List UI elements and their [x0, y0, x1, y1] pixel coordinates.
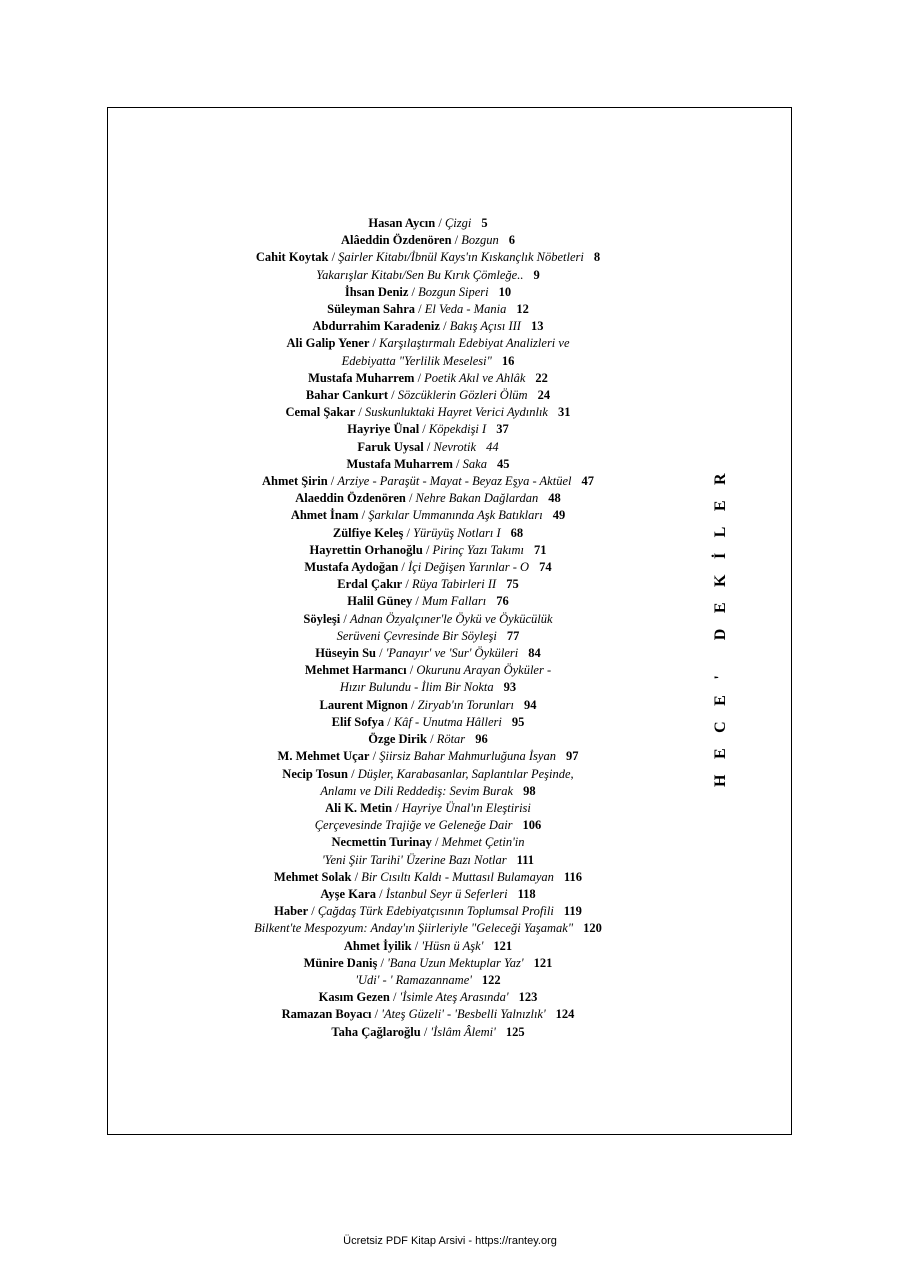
toc-page-number: 106	[522, 818, 542, 833]
toc-page-number: 84	[528, 646, 541, 661]
toc-separator: /	[411, 938, 422, 953]
toc-line	[228, 766, 628, 783]
toc-page-number: 116	[563, 869, 582, 884]
toc-separator: /	[415, 302, 425, 317]
toc-author: Ahmet İyilik	[343, 938, 412, 953]
toc-author: Alaeddin Özdenören	[295, 491, 406, 506]
toc-page-number: 111	[516, 852, 535, 867]
toc-author: Ali K. Metin	[325, 800, 393, 815]
toc-author: Elif Sofya	[331, 714, 385, 729]
toc-page-number: 74	[539, 560, 552, 575]
toc-page-number: 24	[537, 388, 551, 403]
toc-page-number: 120	[583, 921, 602, 936]
toc-separator: /	[376, 646, 386, 661]
toc-author: Necmettin Turinay	[331, 835, 432, 850]
toc-line	[228, 559, 628, 576]
toc-page-number: 9	[533, 267, 540, 282]
toc-title: Yakarışlar Kitabı/Sen Bu Kırık Çömleğe..	[316, 267, 524, 282]
toc-line	[228, 1006, 628, 1023]
toc-title: Bakış Açısı III	[449, 319, 521, 334]
toc-author: Münire Daniş	[303, 955, 378, 970]
toc-separator: /	[426, 732, 437, 747]
toc-page-number: 31	[557, 405, 571, 420]
toc-line	[228, 249, 628, 266]
toc-line	[228, 628, 628, 645]
toc-separator: /	[452, 456, 463, 471]
toc-line	[228, 335, 628, 352]
toc-author: Mustafa Aydoğan	[304, 560, 399, 575]
toc-author: Abdurrahim Karadeniz	[312, 319, 440, 334]
toc-author: Halil Güney	[347, 594, 413, 609]
toc-line	[228, 301, 628, 318]
toc-title: Rüya Tabirleri II	[411, 577, 497, 592]
toc-author: Mehmet Harmancı	[304, 663, 407, 678]
toc-author: Ahmet İnam	[290, 508, 359, 523]
toc-line	[228, 817, 628, 834]
toc-title: Ziryab'ın Torunları	[417, 697, 514, 712]
toc-author: Necip Tosun	[282, 766, 348, 781]
toc-title: Bilkent'te Mespozyum: Anday'ın Şiirleriyle "Geleceği Yaşamak"	[254, 921, 574, 936]
toc-line	[228, 731, 628, 748]
toc-line	[228, 938, 628, 955]
toc-page-number: 45	[496, 456, 510, 471]
toc-separator: /	[369, 749, 380, 764]
toc-separator: /	[420, 1024, 431, 1039]
toc-title: İçi Değişen Yarınlar - O	[408, 560, 530, 575]
toc-author: Kasım Gezen	[318, 990, 390, 1005]
toc-separator: /	[408, 284, 419, 299]
toc-line	[228, 387, 628, 404]
toc-line	[228, 748, 628, 765]
toc-line	[228, 903, 628, 920]
toc-title: Şairler Kitabı/İbnül Kays'ın Kıskançlık Nöbetleri	[338, 250, 584, 265]
toc-author: Mehmet Solak	[274, 869, 352, 884]
section-title-text: HECE' DEKİLER	[712, 457, 729, 787]
toc-page-number: 6	[508, 233, 516, 248]
toc-separator: /	[371, 1007, 382, 1022]
toc-page-number: 71	[534, 542, 547, 557]
toc-title: Anlamı ve Dili Reddediş: Sevim Burak	[320, 783, 514, 798]
toc-line	[228, 645, 628, 662]
toc-author: Zülfiye Keleş	[332, 525, 404, 540]
toc-author: Ayşe Kara	[320, 886, 376, 901]
toc-author: Ramazan Boyacı	[281, 1007, 372, 1022]
toc-separator: /	[439, 319, 450, 334]
toc-author: Özge Dirik	[368, 732, 427, 747]
toc-title: Hızır Bulundu - İlim Bir Nokta	[339, 680, 494, 695]
toc-line	[228, 1024, 628, 1041]
toc-line	[228, 456, 628, 473]
toc-title: 'Udi' - ' Ramazanname'	[355, 972, 472, 987]
toc-page-number: 125	[505, 1024, 525, 1039]
toc-title: Karşılaştırmalı Edebiyat Analizleri ve	[379, 336, 570, 351]
toc-author: Haber	[274, 904, 309, 919]
toc-author: Mustafa Muharrem	[308, 370, 415, 385]
toc-separator: /	[389, 990, 400, 1005]
toc-separator: /	[388, 388, 398, 403]
toc-line	[228, 852, 628, 869]
toc-page-number: 97	[565, 749, 579, 764]
toc-line	[228, 507, 628, 524]
toc-line	[228, 576, 628, 593]
toc-author: Ali Galip Yener	[286, 336, 370, 351]
toc-title: Bir Cısıltı Kaldı - Muttasıl Bulamayan	[361, 869, 554, 884]
toc-page-number: 49	[552, 508, 566, 523]
toc-line	[228, 215, 628, 232]
toc-line	[228, 834, 628, 851]
toc-separator: /	[340, 611, 350, 626]
toc-line	[228, 421, 628, 438]
toc-page-number: 94	[523, 697, 537, 712]
toc-page-number: 119	[563, 904, 582, 919]
toc-title: Çerçevesinde Trajiğe ve Geleneğe Dair	[314, 818, 513, 833]
toc-line	[228, 955, 628, 972]
toc-title: Edebiyatta "Yerlilik Meselesi"	[341, 353, 492, 368]
toc-line	[228, 353, 628, 370]
toc-separator: /	[308, 904, 318, 919]
toc-author: Ahmet Şirin	[262, 474, 328, 489]
footer-source-note: Ücretsiz PDF Kitap Arsivi - https://rantey.org	[343, 1235, 557, 1247]
toc-title: Bozgun Siperi	[418, 284, 489, 299]
toc-page-number: 75	[506, 577, 519, 592]
toc-line	[228, 318, 628, 335]
toc-title: Nehre Bakan Dağlardan	[415, 491, 539, 506]
toc-line	[228, 869, 628, 886]
toc-title: 'Bana Uzun Mektuplar Yaz'	[387, 955, 524, 970]
toc-separator: /	[358, 508, 369, 523]
toc-separator: /	[406, 663, 417, 678]
toc-separator: /	[355, 405, 366, 420]
toc-page-number: 10	[498, 284, 512, 299]
toc-page-number: 22	[535, 370, 548, 385]
toc-line	[228, 611, 628, 628]
toc-page-number: 124	[555, 1007, 575, 1022]
toc-page-number: 16	[501, 353, 515, 368]
table-of-contents	[228, 215, 628, 1041]
toc-page-number: 48	[548, 491, 561, 506]
toc-page-number: 96	[475, 732, 488, 747]
toc-separator: /	[414, 370, 425, 385]
toc-title: El Veda - Mania	[424, 302, 507, 317]
toc-title: Düşler, Karabasanlar, Saplantılar Peşinde,	[357, 766, 574, 781]
toc-author: Hasan Aycın	[368, 216, 436, 230]
toc-title: Bozgun	[461, 233, 499, 248]
toc-line	[228, 490, 628, 507]
toc-separator: /	[435, 216, 445, 230]
toc-page-number: 47	[581, 474, 594, 489]
toc-author: Hayrettin Orhanoğlu	[309, 542, 423, 557]
toc-line	[228, 783, 628, 800]
toc-line	[228, 593, 628, 610]
toc-line	[228, 714, 628, 731]
toc-title: Suskunluktaki Hayret Verici Aydınlık	[365, 405, 548, 420]
toc-title: 'İslâm Âlemi'	[430, 1024, 496, 1039]
toc-title: Mum Falları	[421, 594, 487, 609]
toc-separator: /	[376, 886, 386, 901]
toc-separator: /	[369, 336, 380, 351]
toc-separator: /	[423, 439, 434, 454]
toc-title: Şarkılar Ummanında Aşk Batıkları	[368, 508, 543, 523]
toc-author: Bahar Cankurt	[305, 388, 388, 403]
toc-author: Alâeddin Özdenören	[340, 233, 452, 248]
toc-title: Hayriye Ünal'ın Eleştirisi	[401, 800, 531, 815]
toc-page-number: 12	[516, 302, 529, 317]
toc-author: Taha Çağlaroğlu	[331, 1024, 421, 1039]
toc-line	[228, 473, 628, 490]
toc-line	[228, 989, 628, 1006]
toc-author: Mustafa Muharrem	[346, 456, 453, 471]
toc-author: Laurent Mignon	[319, 697, 408, 712]
toc-title: 'Hüsn ü Aşk'	[421, 938, 484, 953]
toc-line	[228, 284, 628, 301]
toc-line	[228, 920, 628, 937]
toc-title: Mehmet Çetin'in	[441, 835, 525, 850]
toc-title: Adnan Özyalçıner'le Öykü ve Öykücülük	[349, 611, 553, 626]
toc-author: Süleyman Sahra	[327, 302, 416, 317]
toc-line	[228, 800, 628, 817]
section-title-vertical	[712, 457, 729, 787]
toc-title: Sözcüklerin Gözleri Ölüm	[397, 388, 528, 403]
toc-author: Erdal Çakır	[337, 577, 403, 592]
toc-author: Söyleşi	[303, 611, 341, 626]
toc-title: Saka	[462, 456, 487, 471]
toc-separator: /	[398, 560, 409, 575]
toc-title: Çağdaş Türk Edebiyatçısının Toplumsal Profili	[317, 904, 554, 919]
toc-separator: /	[451, 233, 462, 248]
toc-page-number: 121	[493, 938, 513, 953]
toc-title: Pirinç Yazı Takımı	[432, 542, 525, 557]
toc-author: Hüseyin Su	[315, 646, 376, 661]
toc-title: Okurunu Arayan Öyküler -	[416, 663, 552, 678]
toc-line	[228, 370, 628, 387]
toc-line	[228, 232, 628, 249]
toc-separator: /	[431, 835, 442, 850]
toc-separator: /	[402, 577, 412, 592]
toc-line	[228, 525, 628, 542]
toc-page-number: 5	[481, 216, 488, 230]
toc-title: Şiirsiz Bahar Mahmurluğuna İsyan	[379, 749, 556, 764]
toc-page-number: 118	[517, 886, 536, 901]
toc-line	[228, 542, 628, 559]
toc-page-number: 76	[496, 594, 509, 609]
toc-line	[228, 662, 628, 679]
toc-page-number: 13	[530, 319, 544, 334]
toc-title: 'Ateş Güzeli' - 'Besbelli Yalnızlık'	[381, 1007, 546, 1022]
toc-page-number: 77	[506, 628, 520, 643]
toc-page-number: 121	[533, 955, 553, 970]
toc-separator: /	[327, 474, 338, 489]
toc-page-number: 37	[496, 422, 509, 437]
toc-page-number: 8	[593, 250, 601, 265]
toc-author: M. Mehmet Uçar	[277, 749, 370, 764]
toc-separator: /	[412, 594, 422, 609]
toc-line	[228, 972, 628, 989]
toc-separator: /	[392, 800, 402, 815]
toc-line	[228, 404, 628, 421]
toc-page-number: 122	[481, 972, 501, 987]
toc-author: İhsan Deniz	[344, 284, 409, 299]
toc-title: 'İsimle Ateş Arasında'	[399, 990, 509, 1005]
toc-title: Arziye - Paraşüt - Mayat - Beyaz Eşya - Aktüel	[337, 474, 572, 489]
toc-title: 'Yeni Şiir Tarihi' Üzerine Bazı Notlar	[321, 852, 507, 867]
toc-author: Hayriye Ünal	[347, 422, 420, 437]
toc-title: İstanbul Seyr ü Seferleri	[385, 886, 508, 901]
toc-title: Poetik Akıl ve Ahlâk	[424, 370, 526, 385]
toc-page-number: 68	[510, 525, 524, 540]
toc-separator: /	[407, 697, 418, 712]
toc-line	[228, 267, 628, 284]
toc-separator: /	[377, 955, 388, 970]
toc-separator: /	[351, 869, 362, 884]
toc-author: Cemal Şakar	[285, 405, 356, 420]
toc-page-number: 98	[523, 783, 536, 798]
toc-title: Kâf - Unutma Hâlleri	[393, 714, 502, 729]
toc-title: Serüveni Çevresinde Bir Söyleşi	[336, 628, 497, 643]
toc-separator: /	[403, 525, 414, 540]
toc-separator: /	[347, 766, 358, 781]
toc-page-number: 93	[503, 680, 517, 695]
toc-page-number: 44	[486, 439, 499, 454]
toc-separator: /	[328, 250, 339, 265]
toc-title: Rötar	[436, 732, 466, 747]
toc-title: 'Panayır' ve 'Sur' Öyküleri	[385, 646, 519, 661]
toc-title: Köpekdişi I	[428, 422, 487, 437]
toc-page-number: 123	[518, 990, 538, 1005]
toc-author: Cahit Koytak	[255, 250, 329, 265]
toc-line	[228, 679, 628, 696]
toc-separator: /	[419, 422, 429, 437]
toc-page-number: 95	[511, 714, 525, 729]
toc-author: Faruk Uysal	[357, 439, 424, 454]
toc-separator: /	[405, 491, 416, 506]
toc-title: Nevrotik	[433, 439, 477, 454]
toc-separator: /	[422, 542, 433, 557]
toc-title: Çizgi	[444, 216, 472, 230]
toc-title: Yürüyüş Notları I	[413, 525, 501, 540]
toc-line	[228, 697, 628, 714]
toc-line	[228, 439, 628, 456]
toc-separator: /	[384, 714, 394, 729]
toc-line	[228, 886, 628, 903]
